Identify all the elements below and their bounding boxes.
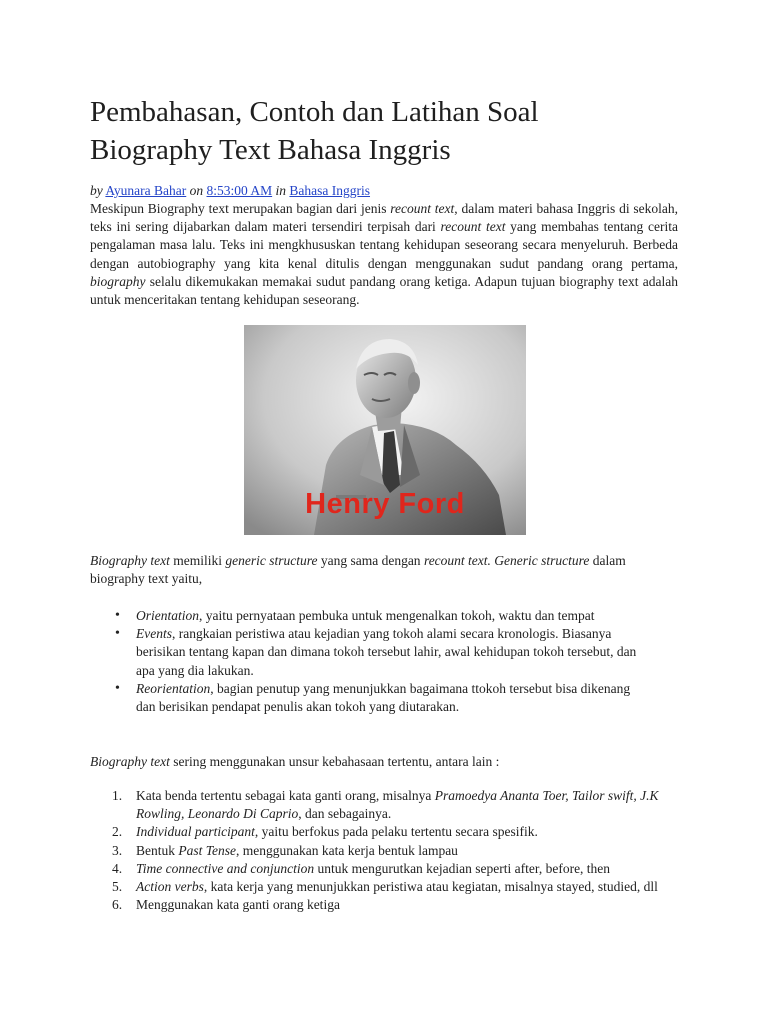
item-number: 2. <box>112 824 123 840</box>
list-item <box>90 878 670 896</box>
list-item <box>90 680 650 716</box>
title-line-1: Pembahasan, Contoh dan Latihan Soal <box>90 96 539 128</box>
category-link[interactable]: Bahasa Inggris <box>289 183 371 198</box>
para2-text-2: yang sama dengan <box>317 553 424 568</box>
structure-desc: , rangkaian peristiwa atau kejadian yang tokoh alami secara kronologis. Biasanya berisikan tentang kapan dan dimana tokoh tersebut lahir, awal kehidupan tokoh tersebut, dan apa yang dia lakukan. <box>136 626 637 678</box>
list-item <box>90 607 650 625</box>
photo-caption: Henry Ford <box>305 488 465 520</box>
feature-italic: Action verbs <box>136 879 204 895</box>
list-item <box>90 896 670 914</box>
feature-text-2: , dan sebagainya. <box>298 806 392 822</box>
feature-text-1: Bentuk <box>136 842 179 858</box>
feature-italic: Past Tense <box>178 842 237 858</box>
list-item <box>90 860 670 878</box>
list-item <box>90 625 650 680</box>
intro-italic-3: biography <box>90 273 146 289</box>
list-item <box>90 787 670 823</box>
intro-text-2: , dalam materi bahasa Inggris di sekolah, teks ini sering dijabarkan dalam materi tersendiri terpisah dari <box>90 201 678 235</box>
para3-text-1: sering menggunakan unsur kebahasaan tertentu, antara lain : <box>169 754 500 769</box>
byline-in: in <box>275 183 287 198</box>
feature-text-1: Kata benda tertentu sebagai kata ganti orang, misalnya <box>136 788 435 803</box>
feature-text-2: , menggunakan kata kerja bentuk lampau <box>236 842 458 858</box>
intro-text-1: Meskipun Biography text merupakan bagian dari jenis <box>90 201 391 216</box>
list-item <box>90 842 670 860</box>
generic-structure-list <box>90 607 650 716</box>
feature-italic: Pramoedya Ananta Toer, Tailor swift, J.K Rowling, Leonardo Di Caprio <box>136 788 659 822</box>
byline <box>90 182 370 200</box>
item-number: 1. <box>112 788 123 803</box>
structure-desc: , bagian penutup yang menunjukkan bagaimana ttokoh tersebut bisa dikenang dan berisikan pendapat penulis akan tokoh yang diutarakan. <box>136 680 631 715</box>
item-number: 6. <box>112 897 123 913</box>
title-line-2: Biography Text Bahasa Inggris <box>90 134 451 166</box>
author-link[interactable]: Ayunara Bahar <box>105 183 187 198</box>
byline-by: by <box>90 183 103 198</box>
para2-italic-2: generic structure <box>225 553 318 568</box>
para2-italic-1: Biography text <box>90 553 170 568</box>
feature-text-2: untuk mengurutkan kejadian seperti after, before, then <box>314 860 611 876</box>
intro-italic-1: recount text <box>390 201 455 216</box>
structure-desc: , yaitu pernyataan pembuka untuk mengenalkan tokoh, waktu dan tempat <box>199 608 595 623</box>
feature-text-1: Menggunakan kata ganti orang ketiga <box>136 897 340 913</box>
intro-italic-2: recount text <box>440 219 506 235</box>
feature-text-2: , yaitu berfokus pada pelaku tertentu secara spesifik. <box>254 824 538 840</box>
para2-italic-3: recount text. Generic structure <box>423 553 590 568</box>
intro-text-4: selalu dikemukakan memakai sudut pandang orang ketiga. Adapun tujuan biography text adalah untuk menceritakan tentang kehidupan seseorang. <box>90 273 678 308</box>
language-features-list <box>90 787 670 914</box>
structure-term: Events <box>136 626 172 642</box>
para2-text-1: memiliki <box>169 553 226 568</box>
structure-term: Reorientation <box>136 680 211 696</box>
intro-text-3: yang membahas tentang cerita pengalaman masa lalu. Teks ini mengkhususkan tentang kehidupan seseorang secara menyeluruh. Berbeda dengan autobiography yang kita kenal ditulis dengan menggunakan sudut pandang orang pertama, <box>90 219 678 271</box>
generic-structure-paragraph <box>90 552 678 588</box>
timestamp-link[interactable]: 8:53:00 AM <box>206 183 273 198</box>
structure-term: Orientation <box>136 608 199 623</box>
para3-italic-1: Biography text <box>90 754 170 769</box>
para2-text-3: dalam biography text yaitu, <box>90 553 626 587</box>
item-number: 4. <box>112 860 123 876</box>
feature-text-2: , kata kerja yang menunjukkan peristiwa atau kegiatan, misalnya stayed, studied, dll <box>203 879 658 895</box>
byline-on: on <box>189 183 204 198</box>
intro-paragraph <box>90 200 678 309</box>
henry-ford-photo <box>244 325 526 535</box>
page-title <box>90 93 690 169</box>
item-number: 5. <box>112 879 123 895</box>
list-item <box>90 823 670 841</box>
language-features-paragraph <box>90 753 499 771</box>
item-number: 3. <box>112 842 123 858</box>
feature-italic: Individual participant <box>136 824 255 840</box>
feature-italic: Time connective and conjunction <box>136 860 315 876</box>
